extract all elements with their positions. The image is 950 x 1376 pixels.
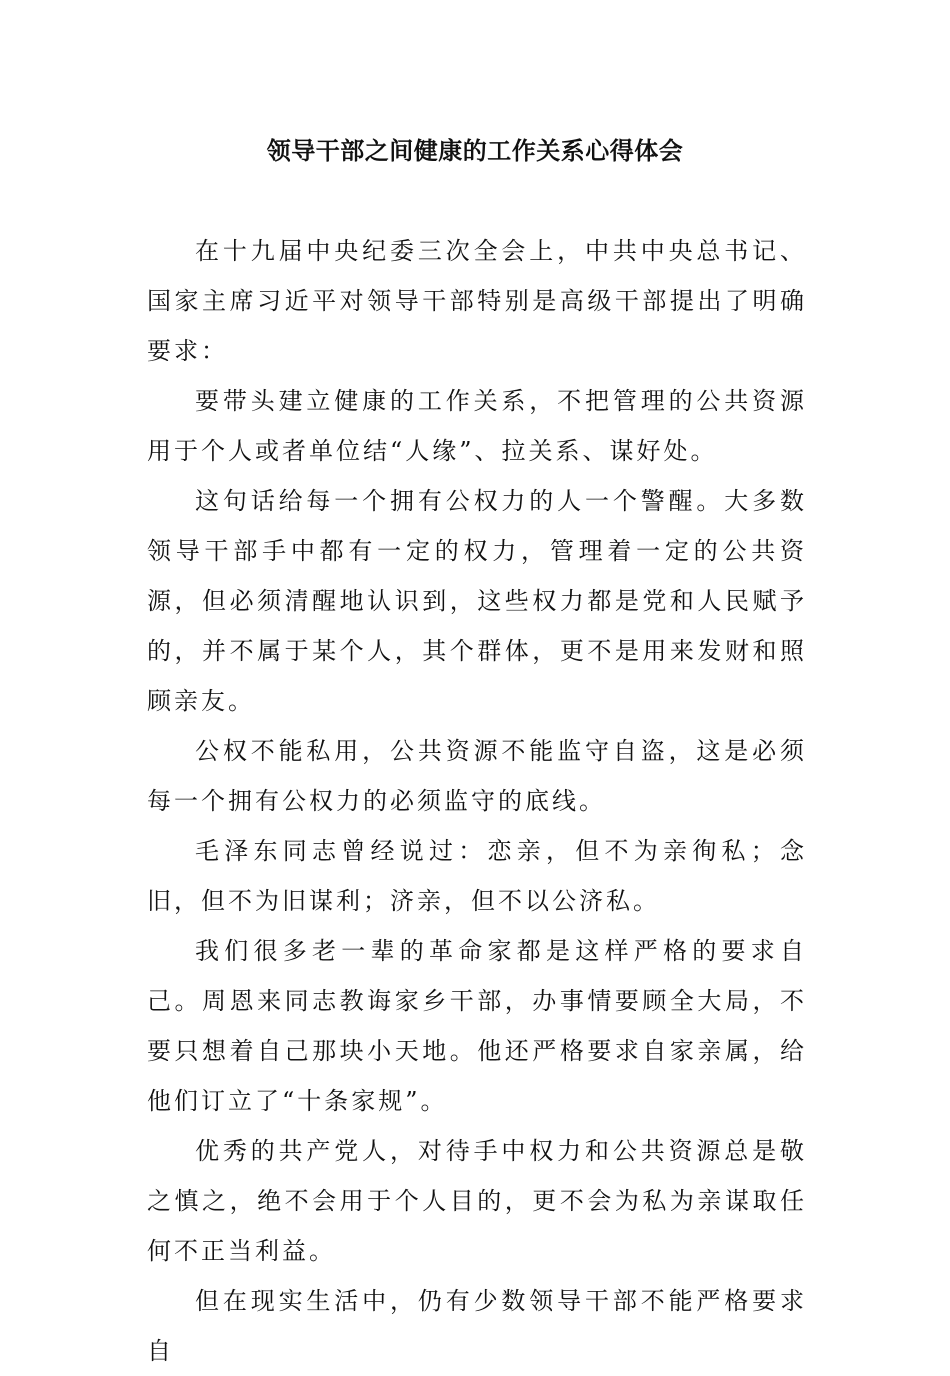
paragraph-4: 公权不能私用，公共资源不能监守自盗，这是必须每一个拥有公权力的必须监守的底线。 — [147, 737, 807, 815]
paragraph-8: 但在现实生活中，仍有少数领导干部不能严格要求自 — [147, 1287, 807, 1365]
paragraph-5: 毛泽东同志曾经说过：恋亲，但不为亲徇私；念旧，但不为旧谋利；济亲，但不以公济私。 — [147, 837, 807, 915]
paragraph-6: 我们很多老一辈的革命家都是这样严格的要求自己。周恩来同志教诲家乡干部，办事情要顾全大局，不要只想着自己那块小天地。他还严格要求自家亲属，给他们订立了“十条家规”。 — [147, 937, 807, 1115]
paragraph-3: 这句话给每一个拥有公权力的人一个警醒。大多数领导干部手中都有一定的权力，管理着一定的公共资源，但必须清醒地认识到，这些权力都是党和人民赋予的，并不属于某个人，其个群体，更不是用来发财和照顾亲友。 — [147, 487, 807, 715]
document-body — [147, 226, 807, 1376]
paragraph-2: 要带头建立健康的工作关系，不把管理的公共资源用于个人或者单位结“人缘”、拉关系、谋好处。 — [147, 387, 807, 465]
paragraph-1: 在十九届中央纪委三次全会上，中共中央总书记、国家主席习近平对领导干部特别是高级干部提出了明确要求： — [147, 237, 807, 365]
document-title: 领导干部之间健康的工作关系心得体会 — [266, 136, 684, 165]
paragraph-7: 优秀的共产党人，对待手中权力和公共资源总是敬之慎之，绝不会用于个人目的，更不会为私为亲谋取任何不正当利益。 — [147, 1137, 807, 1265]
